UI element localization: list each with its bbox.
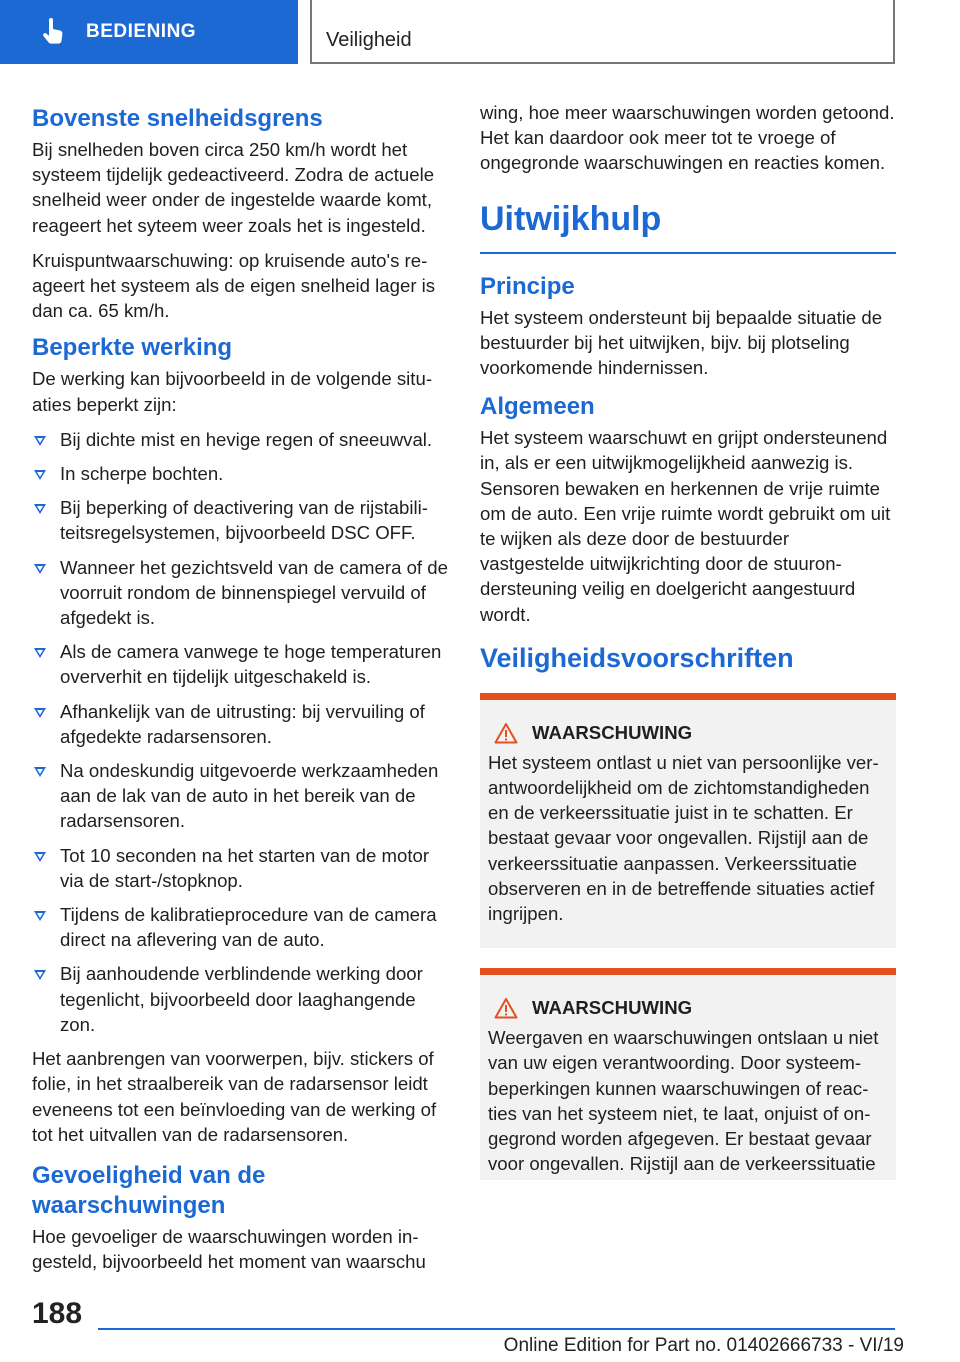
page-number: 188 — [32, 1297, 83, 1330]
left-column — [32, 100, 448, 1284]
bullet-triangle-icon — [34, 436, 46, 446]
warning-title: WAARSCHUWING — [532, 997, 693, 1019]
bullet-triangle-icon — [34, 504, 46, 514]
heading-uitwijkhulp: Uitwijkhulp — [480, 199, 662, 238]
bullet-triangle-icon — [34, 911, 46, 921]
list-item: Wanneer het gezichtsveld van de camera of de voorruit rondom de binnenspiegel vervuild of afgedekt is. — [32, 555, 448, 631]
bullet-triangle-icon — [34, 852, 46, 862]
warning-header — [488, 722, 888, 744]
list-item: Tijdens de kalibratieprocedure van de camera direct na aflevering van de auto. — [32, 902, 448, 952]
paragraph: Kruispuntwaarschuwing: op kruisende auto's reageert het systeem als de eigen snelheid lager is dan ca. 65 km/h. — [32, 249, 436, 322]
warning-triangle-icon — [494, 997, 518, 1019]
heading-beperkte-werking: Beperkte werking — [32, 334, 233, 362]
warning-title: WAARSCHUWING — [532, 721, 693, 743]
paragraph: Het systeem ondersteunt bij bepaalde situatie de bestuurder bij het uitwijken, bijv. bij plotseling voorkomende hindernissen. — [480, 306, 883, 379]
bullet-triangle-icon — [34, 564, 46, 574]
bullet-triangle-icon — [34, 767, 46, 777]
warning-text: Het systeem ontlast u niet van persoonlijke verantwoordelijkheid om de zichtomstandigheden en de verkeerssituatie juist in te schatten. Er bestaat gevaar voor ongevallen. Rijstijl aan de verkeerssituatie aanpassen. Verkeerssituatie observeren en in de betreffende situaties actief ingrijpen. — [488, 751, 879, 925]
bullet-list — [32, 427, 448, 1037]
list-item: Tot 10 seconden na het starten van de motor via de start-/stopknop. — [32, 843, 448, 893]
warning-box — [480, 968, 896, 1180]
hand-pointer-icon — [38, 17, 68, 47]
heading-algemeen: Algemeen — [480, 393, 595, 421]
heading-gevoeligheid: Gevoeligheid van de waarschuwingen — [32, 1161, 266, 1219]
section-title: BEDIENING — [86, 21, 197, 42]
paragraph: Hoe gevoeliger de waarschuwingen worden ingesteld, bijvoorbeeld het moment van waarschu — [32, 1225, 426, 1273]
paragraph: Het systeem waarschuwt en grijpt ondersteunend in, als er een uitwijkmogelijkheid aanwezig is. Sensoren bewaken en herkennen de vrije ruimte om de auto. Een vrije ruimte wordt gebruikt om uit te wijken als deze door de bestuurder vastgestelde uitwijkrichting door de stuurondersteuning veilig en doelgericht aangestuurd wordt. — [480, 427, 891, 625]
right-column — [480, 100, 896, 1200]
bullet-triangle-icon — [34, 970, 46, 980]
chapter-title: Veiligheid — [310, 0, 895, 64]
list-item: Als de camera vanwege te hoge temperaturen oververhit en tijdelijk uitgeschakeld is. — [32, 639, 448, 689]
heading-rule — [480, 252, 896, 254]
paragraph: Het aanbrengen van voorwerpen, bijv. stickers of folie, in het straalbereik van de radarsensor leidt eveneens tot een beïnvloeding van de werking of tot het uitvallen van de radarsensoren. — [32, 1048, 437, 1145]
heading-bovenste-snelheidsgrens: Bovenste snelheidsgrens — [32, 105, 323, 132]
warning-box — [480, 693, 896, 948]
warning-triangle-icon — [494, 722, 518, 744]
warning-text: Weergaven en waarschuwingen ontslaan u niet van uw eigen verantwoording. Door systeembeperkingen kunnen waarschuwingen of reacties van het systeem niet, te laat, onjuist of ongegrond worden afgegeven. Er bestaat gevaar voor ongevallen. Rijstijl aan de verkeerssituatie — [488, 1027, 879, 1175]
section-tab — [0, 0, 298, 64]
bullet-triangle-icon — [34, 648, 46, 658]
paragraph: wing, hoe meer waarschuwingen worden getoond. Het kan daardoor ook meer tot te vroege of ongegronde waarschuwingen en reacties komen. — [480, 102, 895, 174]
warning-header — [488, 997, 888, 1019]
list-item: In scherpe bochten. — [32, 461, 448, 486]
list-item: Bij aanhoudende verblindende werking door tegenlicht, bijvoorbeeld door laaghangende zon. — [32, 961, 448, 1037]
paragraph: De werking kan bijvoorbeeld in de volgende situaties beperkt zijn: — [32, 368, 433, 415]
heading-principe: Principe — [480, 272, 575, 300]
list-item: Na ondeskundig uitgevoerde werkzaamheden aan de lak van de auto in het bereik van de radarsensoren. — [32, 758, 448, 834]
list-item: Bij dichte mist en hevige regen of sneeuwval. — [32, 427, 448, 452]
bullet-triangle-icon — [34, 470, 46, 480]
list-item: Bij beperking of deactivering van de rijstabiliteitsregelsystemen, bijvoorbeeld DSC OFF. — [32, 495, 448, 545]
bullet-triangle-icon — [34, 708, 46, 718]
list-item: Afhankelijk van de uitrusting: bij vervuiling of afgedekte radarsensoren. — [32, 699, 448, 749]
heading-veiligheidsvoorschriften: Veiligheidsvoorschriften — [480, 642, 794, 673]
paragraph: Bij snelheden boven circa 250 km/h wordt het systeem tijdelijk gedeactiveerd. Zodra de actuele snelheid weer onder de ingestelde waarde komt, reageert het syteem weer zoals het is ingesteld. — [32, 139, 435, 236]
footer-edition: Online Edition for Part no. 01402666733 - VI/19 — [503, 1335, 904, 1356]
footer-rule — [98, 1328, 895, 1330]
